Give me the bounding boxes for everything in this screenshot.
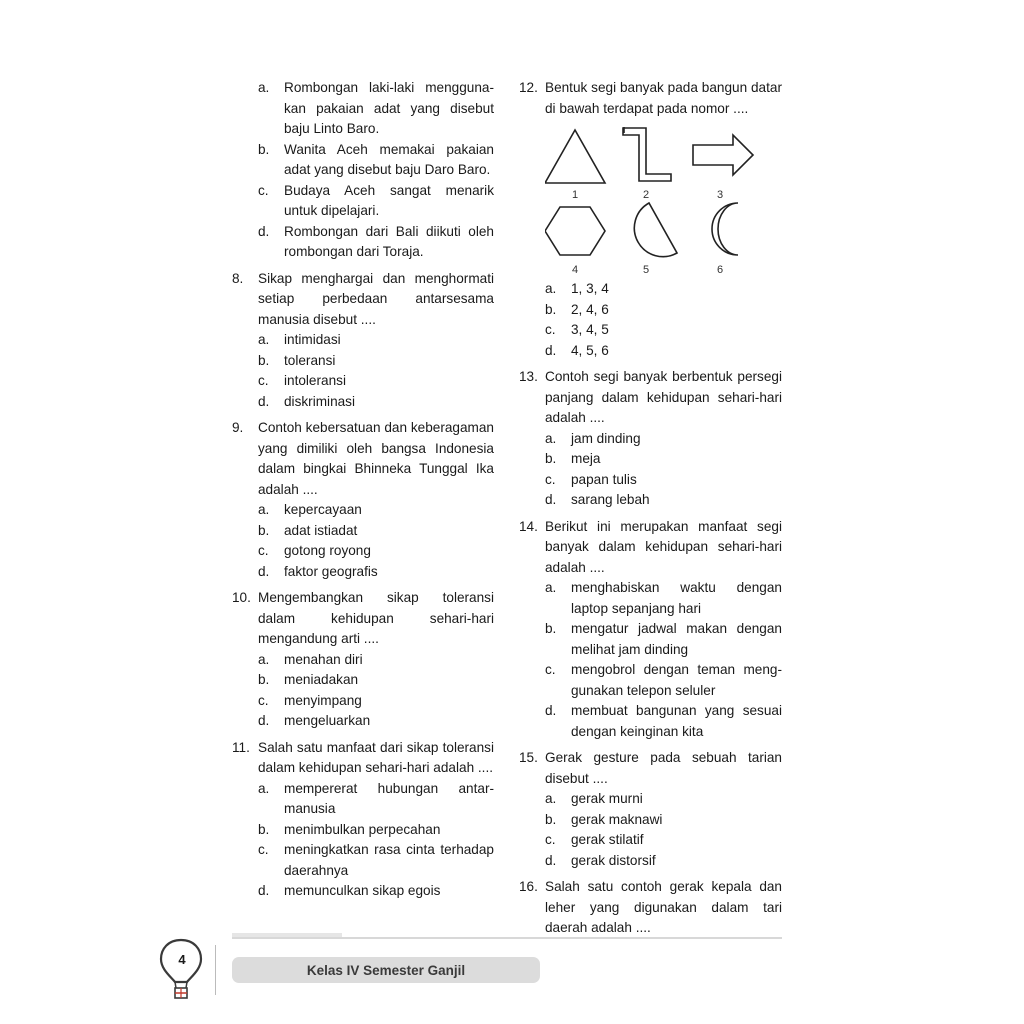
option-letter: a. — [258, 332, 270, 347]
option — [545, 810, 782, 831]
option-text: menimbulkan perpecahan — [284, 821, 441, 837]
option-text: meja — [571, 451, 601, 466]
option — [258, 330, 494, 351]
question-text: Contoh kebersatuan dan keberagaman yang dimiliki oleh bangsa Indonesia dalam bingkai Bhinneka Tunggal Ika adalah .... — [258, 420, 494, 497]
option — [545, 789, 782, 810]
option — [258, 562, 494, 583]
option — [545, 701, 782, 742]
option — [545, 449, 782, 470]
option-text: kepercayaan — [284, 502, 362, 517]
option-letter: a. — [545, 580, 557, 595]
option-letter: c. — [545, 662, 556, 677]
option-text: faktor geografis — [284, 563, 378, 579]
option-letter: c. — [545, 322, 556, 337]
option — [258, 670, 494, 691]
option — [258, 371, 494, 392]
option — [258, 711, 494, 732]
page-number: 4 — [178, 952, 186, 967]
question-text: Salah satu contoh gerak kepala dan leher yang digunakan dalam tari daerah adalah .... — [545, 879, 782, 935]
option — [545, 470, 782, 491]
option-letter: b. — [545, 301, 557, 317]
option-text: mengobrol dengan teman meng-gunakan telepon seluler — [571, 662, 782, 698]
question-number: 11. — [232, 739, 250, 755]
option-text: gerak murni — [571, 791, 643, 806]
question-16 — [519, 877, 782, 939]
question-text: Salah satu manfaat dari sikap toleransi dalam kehidupan sehari-hari adalah .... — [258, 739, 494, 775]
option-letter: b. — [545, 451, 557, 466]
option-text: toleransi — [284, 352, 336, 368]
shape-label-3: 3 — [717, 189, 724, 201]
shape-label-4: 4 — [572, 264, 579, 276]
option — [545, 279, 782, 300]
option — [258, 392, 494, 413]
option — [545, 320, 782, 341]
option-letter: c. — [545, 471, 556, 487]
question-14 — [519, 517, 782, 743]
option-text: menyimpang — [284, 692, 362, 708]
option — [545, 429, 782, 450]
option-letter: a. — [545, 791, 557, 806]
question-11 — [232, 738, 494, 902]
option — [545, 619, 782, 660]
option-letter: c. — [258, 182, 269, 198]
shape-label-5: 5 — [643, 264, 650, 276]
question-number: 14. — [519, 518, 538, 534]
option-letter: d. — [258, 223, 270, 239]
option-letter: b. — [258, 352, 270, 368]
option-letter: a. — [258, 780, 270, 796]
option-letter: d. — [258, 563, 270, 579]
option-text: sarang lebah — [571, 492, 650, 507]
option — [545, 660, 782, 701]
hexagon-shape — [545, 207, 605, 255]
option — [258, 78, 494, 140]
option-text: Rombongan laki-laki mengguna-kan pakaian adat yang disebut baju Linto Baro. — [284, 80, 494, 136]
question-12 — [519, 78, 782, 361]
right-column — [519, 78, 782, 945]
question-number: 15. — [519, 750, 538, 765]
option-text: mengatur jadwal makan dengan melihat jam dinding — [571, 621, 782, 657]
option — [258, 521, 494, 542]
option-text: gerak maknawi — [571, 811, 663, 827]
option-text: adat istiadat — [284, 522, 358, 538]
option — [258, 222, 494, 263]
option-letter: b. — [258, 522, 270, 538]
option — [545, 578, 782, 619]
option — [545, 490, 782, 511]
option-text: 4, 5, 6 — [571, 342, 609, 358]
option-letter: c. — [258, 543, 269, 558]
option-letter: a. — [258, 502, 270, 517]
option — [258, 351, 494, 372]
shapes-drawing — [545, 125, 781, 275]
option-letter: b. — [258, 821, 270, 837]
option-text: intimidasi — [284, 332, 341, 347]
shape-label-6: 6 — [717, 264, 724, 276]
option-letter: d. — [545, 492, 557, 507]
option — [258, 779, 494, 820]
option-letter: d. — [258, 713, 270, 728]
semicircle-shape — [634, 203, 677, 257]
option-text: menghabiskan waktu dengan laptop sepanjang hari — [571, 580, 782, 616]
option-letter: a. — [258, 651, 270, 667]
crescent-shape — [712, 203, 738, 255]
footer-label: Kelas IV Semester Ganjil — [232, 957, 540, 983]
question-8 — [232, 269, 494, 413]
question-number: 16. — [519, 879, 538, 894]
option-text: meniadakan — [284, 672, 359, 687]
option-letter: d. — [258, 883, 270, 898]
option-text: jam dinding — [571, 430, 641, 446]
option-text: 2, 4, 6 — [571, 301, 609, 317]
option-letter: c. — [258, 842, 269, 857]
option-text: menahan diri — [284, 651, 363, 667]
option — [545, 851, 782, 872]
option-text: meningkatkan rasa cinta terhadap daerahnya — [284, 842, 494, 878]
option — [258, 181, 494, 222]
option-letter: c. — [258, 373, 269, 388]
option-letter: d. — [545, 852, 557, 868]
option — [258, 650, 494, 671]
option-text: Budaya Aceh sangat menarik untuk dipelajari. — [284, 182, 494, 218]
footer-vertical-line — [215, 945, 216, 995]
question-number: 9. — [232, 420, 244, 435]
option-text: 1, 3, 4 — [571, 281, 609, 296]
question-text: Gerak gesture pada sebuah tarian disebut .... — [545, 750, 782, 786]
option-text: gerak stilatif — [571, 832, 644, 847]
question-9 — [232, 418, 494, 582]
shape-label-1: 1 — [572, 189, 579, 201]
question-text: Berikut ini merupakan manfaat segi banyak dalam kehidupan sehari-hari adalah .... — [545, 518, 782, 575]
option-text: 3, 4, 5 — [571, 322, 609, 337]
carry-over-options — [232, 78, 494, 263]
question-number: 8. — [232, 270, 244, 286]
option — [258, 691, 494, 712]
option-text: memunculkan sikap egois — [284, 883, 441, 898]
shape-label-2: 2 — [643, 189, 650, 201]
option-letter: d. — [545, 342, 557, 358]
question-number: 10. — [232, 590, 251, 605]
option-text: diskriminasi — [284, 393, 356, 409]
option — [545, 830, 782, 851]
option-text: gotong royong — [284, 543, 371, 558]
option-letter: b. — [258, 141, 270, 157]
question-15 — [519, 748, 782, 871]
step-shape-outline — [623, 128, 671, 181]
option — [545, 300, 782, 321]
option-letter: a. — [545, 281, 557, 296]
option — [258, 840, 494, 881]
question-text: Sikap menghargai dan menghormati setiap perbedaan antarsesama manusia disebut .... — [258, 270, 494, 327]
question-number: 13. — [519, 369, 538, 384]
option-letter: a. — [545, 430, 557, 446]
option-letter: d. — [545, 703, 557, 718]
arrow-shape — [693, 135, 753, 175]
option — [258, 881, 494, 902]
option-text: gerak distorsif — [571, 852, 656, 868]
option-letter: a. — [258, 80, 270, 95]
option-text: membuat bangunan yang sesuai dengan keinginan kita — [571, 703, 782, 739]
question-text: Bentuk segi banyak pada bangun datar di bawah terdapat pada nomor .... — [545, 80, 782, 116]
option-letter: c. — [258, 692, 269, 708]
option — [545, 341, 782, 362]
option-text: Wanita Aceh memakai pakaian adat yang disebut baju Daro Baro. — [284, 141, 494, 177]
option-letter: b. — [545, 621, 557, 636]
option-letter: c. — [545, 832, 556, 847]
question-number: 12. — [519, 80, 538, 95]
option-text: Rombongan dari Bali diikuti oleh rombongan dari Toraja. — [284, 223, 494, 259]
option-text: mengeluarkan — [284, 713, 371, 728]
option-letter: b. — [258, 672, 270, 687]
option-text: intoleransi — [284, 373, 346, 388]
option — [258, 140, 494, 181]
footer-divider — [232, 937, 782, 939]
question-13 — [519, 367, 782, 511]
question-text: Contoh segi banyak berbentuk persegi panjang dalam kehidupan sehari-hari adalah .... — [545, 369, 782, 425]
question-text: Mengembangkan sikap toleransi dalam kehidupan sehari-hari mengandung arti .... — [258, 590, 494, 646]
option-text: mempererat hubungan antar-manusia — [284, 780, 494, 816]
question-10 — [232, 588, 494, 732]
balloon-icon — [158, 938, 204, 1002]
left-column — [232, 78, 494, 908]
option-text: papan tulis — [571, 471, 637, 487]
option — [258, 500, 494, 521]
option-letter: b. — [545, 811, 557, 827]
triangle-shape — [545, 130, 605, 183]
option — [258, 541, 494, 562]
option — [258, 820, 494, 841]
option-letter: d. — [258, 393, 270, 409]
shapes-figure — [545, 125, 781, 275]
